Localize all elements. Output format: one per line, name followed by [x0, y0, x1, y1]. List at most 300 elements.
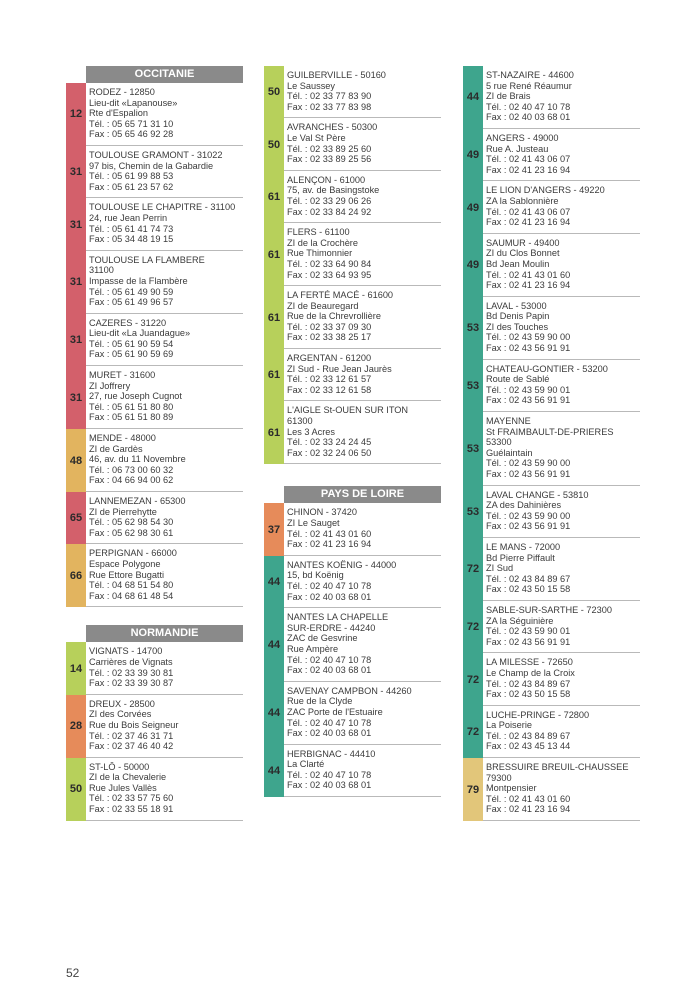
location-details [284, 745, 441, 797]
department-color-bar [66, 366, 86, 429]
location-detail-line: Tél. : 02 41 43 06 07 [486, 206, 571, 217]
location-detail-line: Tél. : 02 43 59 90 01 [486, 626, 571, 637]
department-number: 65 [69, 512, 83, 525]
location-detail-line: ZI de la Chevalerie [89, 772, 167, 783]
location-name: LAVAL - 53000 [486, 300, 547, 311]
location-detail-line: ZA la Séguinière [486, 615, 554, 626]
location-detail-line: Rue Ettore Bugatti [89, 569, 165, 580]
department-number: 44 [267, 707, 281, 720]
location-detail-line: Le Val St Père [287, 132, 346, 143]
department-color-bar [463, 758, 483, 821]
department-number: 61 [267, 248, 281, 261]
location-name: MENDE - 48000 [89, 433, 156, 444]
location-detail-line: Tél. : 05 61 51 80 80 [89, 401, 174, 412]
location-detail-line: Tél. : 05 61 99 88 53 [89, 171, 174, 182]
department-color-bar [463, 601, 483, 653]
department-color-bar [463, 486, 483, 538]
location-detail-line: Fax : 02 33 64 93 95 [287, 269, 372, 280]
location-name: ALENÇON - 61000 [287, 174, 366, 185]
location-details [284, 223, 441, 286]
location-name: LE MANS - 72000 [486, 541, 561, 552]
department-number: 50 [267, 138, 281, 151]
location-detail-line: 15, bd Koënig [287, 570, 344, 581]
location-entry [66, 695, 243, 758]
department-number: 44 [267, 638, 281, 651]
location-name: NANTES LA CHAPELLE [287, 612, 389, 623]
department-color-bar [66, 83, 86, 146]
location-detail-line: ZI des Corvées [89, 709, 152, 720]
location-detail-line: Bd Jean Moulin [486, 258, 550, 269]
location-details [284, 286, 441, 349]
location-detail-line: Fax : 02 43 56 91 91 [486, 343, 571, 354]
department-color-bar [66, 544, 86, 607]
location-entry [66, 544, 243, 607]
location-detail-line: Tél. : 02 40 47 10 78 [287, 769, 372, 780]
location-name: TOULOUSE GRAMONT - 31022 [89, 149, 223, 160]
location-detail-line: ZA la Sablonnière [486, 195, 559, 206]
location-detail-line: Impasse de la Flambère [89, 275, 188, 286]
department-color-bar [463, 360, 483, 412]
location-name: FLERS - 61100 [287, 227, 350, 238]
location-details [483, 360, 640, 412]
department-color-bar [463, 412, 483, 486]
location-detail-line: Tél. : 02 43 59 90 00 [486, 458, 571, 469]
location-detail-line: La Poiserie [486, 720, 532, 731]
location-detail-line: Fax : 05 61 51 80 89 [89, 412, 174, 423]
department-number: 44 [267, 764, 281, 777]
location-details [483, 486, 640, 538]
location-detail-line: Fax : 02 32 24 06 50 [287, 447, 372, 458]
location-detail-line: Fax : 05 65 46 92 28 [89, 129, 174, 140]
department-color-bar [463, 297, 483, 360]
department-number: 72 [466, 563, 480, 576]
location-detail-line: Fax : 02 40 03 68 01 [287, 728, 372, 739]
location-detail-line: ZI de Gardès [89, 443, 143, 454]
location-detail-line: Fax : 02 43 50 15 58 [486, 584, 571, 595]
location-detail-line: Fax : 05 62 98 30 61 [89, 527, 174, 538]
location-entry [264, 745, 441, 797]
location-detail-line: Tél. : 02 33 39 30 81 [89, 667, 174, 678]
location-detail-line: Lieu-dit «La Juandague» [89, 328, 191, 339]
location-name: NANTES KOËNIG - 44000 [287, 559, 397, 570]
location-detail-line: Fax : 02 43 56 91 91 [486, 395, 571, 406]
department-number: 28 [69, 720, 83, 733]
department-color-bar [264, 401, 284, 464]
department-number: 61 [267, 190, 281, 203]
location-detail-line: Rue de la Clyde [287, 696, 353, 707]
department-color-bar [66, 492, 86, 544]
location-details [483, 706, 640, 758]
location-detail-line: Espace Polygone [89, 558, 161, 569]
location-name: SAUMUR - 49400 [486, 237, 560, 248]
location-name: LE LION D'ANGERS - 49220 [486, 185, 605, 196]
location-entry [463, 360, 640, 412]
department-number: 49 [466, 149, 480, 162]
location-detail-line: ZI des Touches [486, 321, 549, 332]
location-detail-line: Fax : 05 34 48 19 15 [89, 234, 174, 245]
location-details [284, 682, 441, 745]
location-detail-line: Rue Jules Vallès [89, 782, 157, 793]
column-middle [264, 66, 441, 797]
department-color-bar [66, 146, 86, 198]
location-details [284, 171, 441, 223]
location-details [86, 642, 243, 694]
location-detail-line: ZI de Beauregard [287, 300, 359, 311]
section [66, 625, 243, 820]
location-details [483, 66, 640, 129]
location-detail-line: Rue de la Chrevrollière [287, 311, 381, 322]
department-number: 49 [466, 259, 480, 272]
location-detail-line: Le Saussey [287, 80, 336, 91]
location-detail-line: Rue Ampère [287, 643, 339, 654]
department-color-bar [463, 129, 483, 181]
location-detail-line: Fax : 02 40 03 68 01 [486, 112, 571, 123]
location-detail-line: Fax : 05 61 49 96 57 [89, 297, 174, 308]
location-entry [264, 682, 441, 745]
location-entry [66, 366, 243, 429]
location-details [284, 401, 441, 464]
location-detail-line: Fax : 02 40 03 68 01 [287, 665, 372, 676]
location-name: LA MILESSE - 72650 [486, 657, 573, 668]
location-entry [463, 758, 640, 821]
section-header: PAYS DE LOIRE [284, 486, 441, 503]
location-name: CHINON - 37420 [287, 507, 357, 518]
department-number: 61 [267, 311, 281, 324]
location-entry [264, 503, 441, 555]
location-detail-line: Rue Thimonnier [287, 248, 353, 259]
location-detail-line: 24, rue Jean Perrin [89, 212, 168, 223]
location-detail-line: Fax : 02 41 23 16 94 [486, 280, 571, 291]
location-details [86, 198, 243, 250]
location-entry [463, 181, 640, 233]
location-entry [264, 286, 441, 349]
location-detail-line: 53300 [486, 437, 512, 448]
location-detail-line: Lieu-dit «Lapanouse» [89, 97, 178, 108]
location-entry [463, 412, 640, 486]
department-number: 50 [267, 86, 281, 99]
location-detail-line: ZI du Clos Bonnet [486, 248, 560, 259]
department-color-bar [264, 556, 284, 608]
location-detail-line: Fax : 02 40 03 68 01 [287, 780, 372, 791]
location-entry [463, 706, 640, 758]
section [264, 66, 441, 464]
location-detail-line: 61300 [287, 416, 313, 427]
location-details [483, 538, 640, 601]
location-detail-line: Montpensier [486, 783, 537, 794]
department-color-bar [463, 66, 483, 129]
department-number: 31 [69, 276, 83, 289]
department-color-bar [66, 198, 86, 250]
location-name: CHATEAU-GONTIER - 53200 [486, 363, 608, 374]
department-number: 44 [267, 575, 281, 588]
department-color-bar [463, 706, 483, 758]
location-entry [463, 297, 640, 360]
location-details [483, 653, 640, 705]
location-detail-line: ZAC Porte de l'Estuaire [287, 706, 383, 717]
location-entry [264, 118, 441, 170]
department-number: 66 [69, 569, 83, 582]
location-detail-line: ZI Sud [486, 563, 514, 574]
section [463, 66, 640, 821]
location-entry [264, 556, 441, 608]
location-details [86, 251, 243, 314]
location-details [483, 758, 640, 821]
location-detail-line: Tél. : 02 33 12 61 57 [287, 374, 372, 385]
department-color-bar [66, 695, 86, 758]
location-detail-line: Tél. : 02 41 43 01 60 [486, 269, 571, 280]
location-detail-line: Guélaintain [486, 447, 533, 458]
location-detail-line: Fax : 04 66 94 00 62 [89, 475, 174, 486]
location-detail-line: Les 3 Acres [287, 426, 336, 437]
location-name: ANGERS - 49000 [486, 132, 559, 143]
department-color-bar [264, 171, 284, 223]
department-color-bar [66, 251, 86, 314]
location-name: VIGNATS - 14700 [89, 646, 163, 657]
department-number: 31 [69, 333, 83, 346]
location-details [86, 544, 243, 607]
location-detail-line: ZI de la Crochère [287, 237, 358, 248]
department-color-bar [264, 503, 284, 555]
location-entry [264, 66, 441, 118]
department-color-bar [264, 118, 284, 170]
location-entry [463, 66, 640, 129]
location-detail-line: St FRAIMBAULT-DE-PRIERES [486, 426, 614, 437]
section-header: NORMANDIE [86, 625, 243, 642]
location-name: LUCHE-PRINGE - 72800 [486, 709, 590, 720]
location-detail-line: Bd Denis Papin [486, 311, 550, 322]
location-entry [463, 486, 640, 538]
department-color-bar [66, 758, 86, 821]
location-detail-line: ZI de Pierrehytte [89, 506, 157, 517]
location-name: GUILBERVILLE - 50160 [287, 70, 386, 80]
location-detail-line: Tél. : 02 41 43 06 07 [486, 154, 571, 165]
location-detail-line: ZI Sud - Rue Jean Jaurès [287, 363, 392, 374]
location-detail-line: Tél. : 02 40 47 10 78 [486, 101, 571, 112]
location-detail-line: Tél. : 02 41 43 01 60 [486, 793, 571, 804]
location-name: ARGENTAN - 61200 [287, 353, 372, 364]
department-color-bar [463, 181, 483, 233]
location-details [284, 349, 441, 401]
location-entry [66, 198, 243, 250]
department-number: 31 [69, 391, 83, 404]
location-name: L'AIGLE St-OUEN SUR ITON [287, 405, 409, 416]
location-name: RODEZ - 12850 [89, 87, 155, 97]
location-detail-line: Rue du Bois Seigneur [89, 719, 179, 730]
location-details [86, 429, 243, 492]
department-number: 14 [69, 662, 83, 675]
location-details [483, 234, 640, 297]
location-detail-line: Tél. : 05 65 71 31 10 [89, 118, 174, 129]
location-detail-line: Fax : 02 41 23 16 94 [287, 539, 372, 550]
location-detail-line: Le Champ de la Croix [486, 667, 575, 678]
location-detail-line: Tél. : 02 33 89 25 60 [287, 143, 372, 154]
department-number: 53 [466, 505, 480, 518]
column-left [66, 66, 243, 821]
location-detail-line: Route de Sablé [486, 374, 550, 385]
location-detail-line: ZA des Dahinières [486, 500, 562, 511]
department-color-bar [463, 538, 483, 601]
location-entry [66, 429, 243, 492]
location-detail-line: Tél. : 02 43 84 89 67 [486, 573, 571, 584]
department-color-bar [264, 608, 284, 682]
department-number: 49 [466, 201, 480, 214]
location-detail-line: Tél. : 02 33 29 06 26 [287, 195, 372, 206]
department-number: 44 [466, 91, 480, 104]
location-detail-line: Tél. : 02 33 77 83 90 [287, 91, 372, 102]
location-detail-line: Fax : 02 33 39 30 87 [89, 678, 174, 689]
location-name: TOULOUSE LE CHAPITRE - 31100 [89, 202, 236, 213]
location-detail-line: Tél. : 02 33 37 09 30 [287, 321, 372, 332]
location-details [86, 146, 243, 198]
location-details [284, 556, 441, 608]
location-detail-line: Fax : 02 43 45 13 44 [486, 741, 571, 752]
location-entry [463, 538, 640, 601]
department-number: 37 [267, 523, 281, 536]
location-name: PERPIGNAN - 66000 [89, 548, 177, 559]
location-entry [264, 171, 441, 223]
location-detail-line: Fax : 05 61 90 59 69 [89, 349, 174, 360]
department-color-bar [463, 653, 483, 705]
location-name: MAYENNE [486, 416, 531, 427]
location-detail-line: 75, av. de Basingstoke [287, 185, 380, 196]
location-detail-line: Tél. : 05 61 49 90 59 [89, 286, 174, 297]
location-entry [463, 653, 640, 705]
section-header: OCCITANIE [86, 66, 243, 83]
location-detail-line: Carrières de Vignats [89, 656, 173, 667]
department-number: 72 [466, 621, 480, 634]
location-detail-line: Fax : 02 41 23 16 94 [486, 217, 571, 228]
location-details [86, 314, 243, 366]
location-detail-line: Fax : 02 33 77 83 98 [287, 101, 372, 112]
location-detail-line: Tél. : 04 68 51 54 80 [89, 580, 174, 591]
location-entry [264, 223, 441, 286]
location-entry [66, 83, 243, 146]
location-entry [463, 601, 640, 653]
location-entry [66, 146, 243, 198]
location-detail-line: 46, av. du 11 Novembre [89, 454, 186, 465]
department-number: 50 [69, 783, 83, 796]
location-detail-line: 27, rue Joseph Cugnot [89, 391, 182, 402]
location-details [483, 297, 640, 360]
location-details [86, 492, 243, 544]
location-detail-line: Fax : 02 33 84 24 92 [287, 206, 372, 217]
location-detail-line: 5 rue René Réaumur [486, 80, 572, 91]
department-number: 61 [267, 426, 281, 439]
location-detail-line: Fax : 02 33 38 25 17 [287, 332, 372, 343]
location-detail-line: Tél. : 02 41 43 01 60 [287, 528, 372, 539]
location-detail-line: 79300 [486, 772, 512, 783]
location-detail-line: Tél. : 02 43 59 90 00 [486, 332, 571, 343]
location-detail-line: ZAC de Gesvrine [287, 633, 358, 644]
location-name: MURET - 31600 [89, 370, 156, 381]
department-color-bar [66, 642, 86, 694]
location-detail-line: Tél. : 02 43 84 89 67 [486, 678, 571, 689]
location-detail-line: Fax : 02 33 89 25 56 [287, 154, 372, 165]
page-number: 52 [66, 966, 80, 980]
location-entry [66, 492, 243, 544]
department-number: 31 [69, 166, 83, 179]
location-detail-line: Tél. : 02 40 47 10 78 [287, 717, 372, 728]
location-detail-line: Rte d'Espalion [89, 108, 148, 119]
department-number: 48 [69, 454, 83, 467]
department-number: 53 [466, 379, 480, 392]
department-number: 31 [69, 218, 83, 231]
location-name: SAVENAY CAMPBON - 44260 [287, 685, 412, 696]
location-entry [66, 314, 243, 366]
section [264, 486, 441, 797]
location-detail-line: Tél. : 05 61 90 59 54 [89, 338, 174, 349]
location-detail-line: Tél. : 02 33 64 90 84 [287, 258, 372, 269]
location-name: AVRANCHES - 50300 [287, 122, 378, 133]
location-name: SABLE-SUR-SARTHE - 72300 [486, 604, 612, 615]
location-details [483, 129, 640, 181]
department-number: 12 [69, 108, 83, 121]
location-detail-line: ZI Joffrery [89, 380, 131, 391]
location-entry [66, 251, 243, 314]
location-detail-line: Tél. : 02 43 84 89 67 [486, 730, 571, 741]
location-detail-line: Tél. : 02 43 59 90 01 [486, 384, 571, 395]
location-details [86, 758, 243, 821]
location-details [284, 66, 441, 118]
location-detail-line: Fax : 02 41 23 16 94 [486, 804, 571, 815]
location-name: ST-NAZAIRE - 44600 [486, 70, 574, 80]
location-details [86, 83, 243, 146]
location-detail-line: ZI de Brais [486, 91, 531, 102]
department-color-bar [463, 234, 483, 297]
location-details [284, 608, 441, 682]
location-detail-line: Rue A. Justeau [486, 143, 549, 154]
location-detail-line: Fax : 02 40 03 68 01 [287, 591, 372, 602]
location-entry [66, 642, 243, 694]
location-detail-line: Fax : 02 41 23 16 94 [486, 164, 571, 175]
location-detail-line: Fax : 02 43 50 15 58 [486, 689, 571, 700]
location-details [284, 118, 441, 170]
location-name: BRESSUIRE BREUIL-CHAUSSEE [486, 762, 629, 773]
department-number: 53 [466, 322, 480, 335]
location-detail-line: SUR-ERDRE - 44240 [287, 622, 376, 633]
department-color-bar [66, 429, 86, 492]
department-color-bar [264, 286, 284, 349]
location-name: LAVAL CHANGE - 53810 [486, 489, 589, 500]
location-entry [463, 129, 640, 181]
department-color-bar [264, 349, 284, 401]
location-detail-line: Tél. : 02 40 47 10 78 [287, 580, 372, 591]
department-color-bar [264, 223, 284, 286]
location-detail-line: Fax : 02 43 56 91 91 [486, 469, 571, 479]
location-name: LANNEMEZAN - 65300 [89, 496, 186, 506]
department-number: 61 [267, 369, 281, 382]
location-details [483, 601, 640, 653]
location-detail-line: Fax : 02 43 56 91 91 [486, 636, 571, 647]
location-details [284, 503, 441, 555]
location-details [86, 695, 243, 758]
location-detail-line: Tél. : 06 73 00 60 32 [89, 464, 174, 475]
column-right [463, 66, 640, 821]
department-number: 72 [466, 725, 480, 738]
location-entry [66, 758, 243, 821]
department-number: 53 [466, 442, 480, 455]
location-name: DREUX - 28500 [89, 698, 155, 709]
location-entry [264, 349, 441, 401]
location-detail-line: Tél. : 02 33 24 24 45 [287, 437, 372, 448]
location-entry [264, 401, 441, 464]
location-name: TOULOUSE LA FLAMBERE [89, 254, 205, 265]
location-name: ST-LÔ - 50000 [89, 761, 150, 772]
location-detail-line: Fax : 02 37 46 40 42 [89, 741, 174, 752]
department-color-bar [264, 682, 284, 745]
location-detail-line: Fax : 02 33 12 61 58 [287, 384, 372, 395]
location-detail-line: Tél. : 02 40 47 10 78 [287, 654, 372, 665]
